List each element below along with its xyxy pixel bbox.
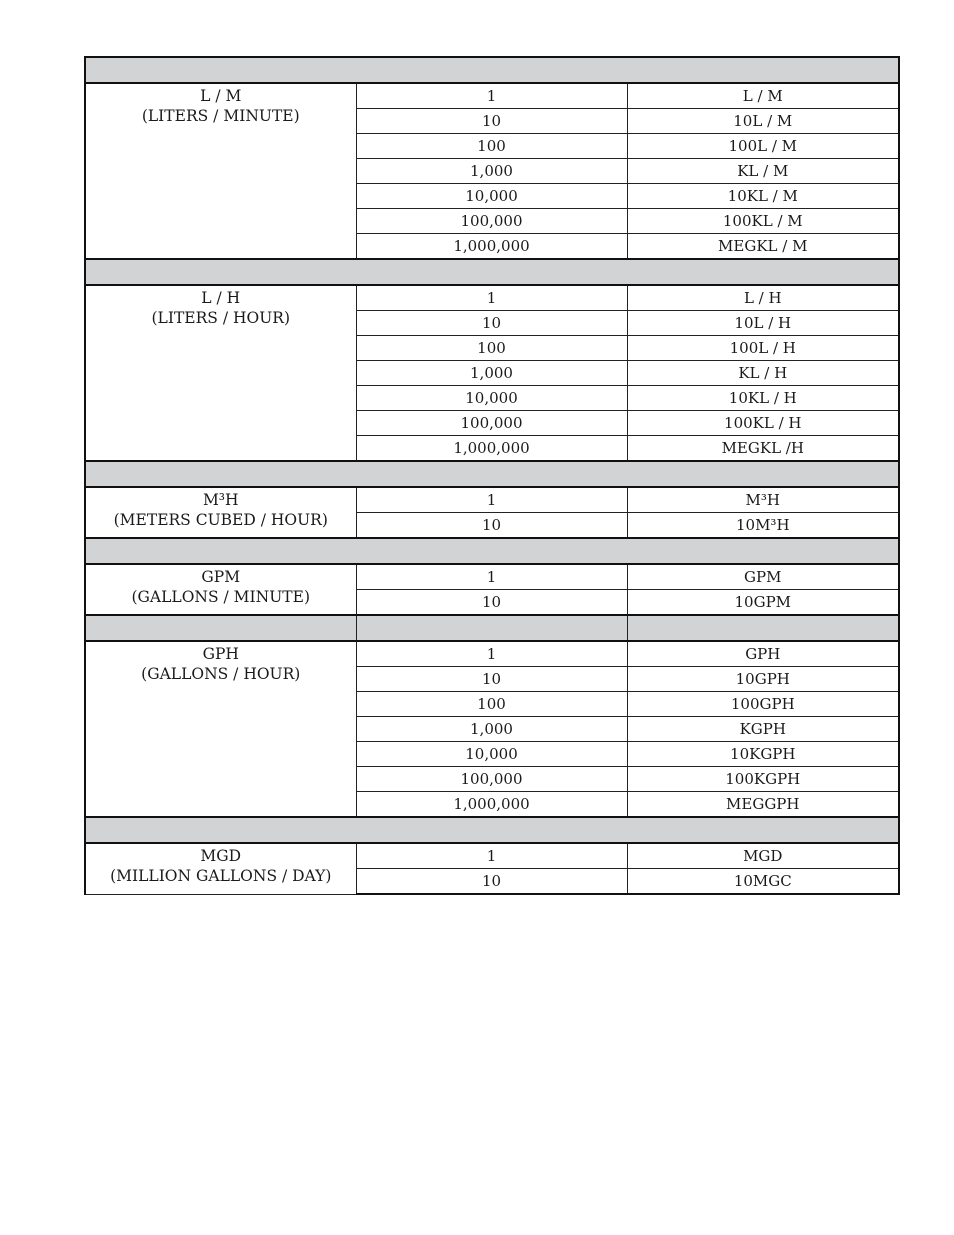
divider-cell — [85, 461, 899, 487]
display-unit-cell: 10GPH — [627, 667, 899, 692]
multiplier-cell: 1,000 — [356, 159, 627, 184]
unit-label-cell-lm — [85, 83, 356, 259]
multiplier-cell: 10,000 — [356, 386, 627, 411]
unit-full-name: (LITERS / MINUTE) — [141, 107, 300, 125]
display-unit-cell: 100GPH — [627, 692, 899, 717]
unit-abbreviation: MGD — [200, 847, 242, 865]
display-unit-cell: 100L / H — [627, 336, 899, 361]
display-unit-cell: KL / H — [627, 361, 899, 386]
divider-cell — [85, 259, 899, 285]
multiplier-cell: 1,000 — [356, 717, 627, 742]
multiplier-cell: 10 — [356, 311, 627, 336]
table-row — [85, 564, 899, 590]
unit-full-name: (GALLONS / HOUR) — [141, 665, 301, 683]
unit-abbreviation: L / M — [200, 87, 242, 105]
multiplier-cell: 10 — [356, 590, 627, 616]
section-divider-m3h — [85, 461, 899, 487]
display-unit-cell: 100KGPH — [627, 767, 899, 792]
unit-full-name: (GALLONS / MINUTE) — [131, 588, 310, 606]
unit-abbreviation: GPH — [202, 645, 239, 663]
multiplier-cell: 10 — [356, 869, 627, 895]
unit-label-cell-m3h — [85, 487, 356, 538]
multiplier-cell: 100 — [356, 134, 627, 159]
multiplier-cell: 10 — [356, 513, 627, 539]
unit-abbreviation: M³H — [202, 491, 239, 509]
display-unit-cell: 100KL / H — [627, 411, 899, 436]
display-unit-cell: MEGGPH — [627, 792, 899, 818]
unit-label-cell-gpm — [85, 564, 356, 615]
multiplier-cell: 1,000,000 — [356, 234, 627, 260]
unit-abbreviation: L / H — [201, 289, 241, 307]
display-unit-cell: L / M — [627, 83, 899, 109]
multiplier-cell: 100,000 — [356, 411, 627, 436]
unit-label-cell-mgd — [85, 843, 356, 894]
section-divider-mgd — [85, 817, 899, 843]
divider-cell — [627, 615, 899, 641]
table-row — [85, 285, 899, 311]
display-unit-cell: 10L / H — [627, 311, 899, 336]
unit-full-name: (METERS CUBED / HOUR) — [113, 511, 328, 529]
multiplier-cell: 100 — [356, 336, 627, 361]
multiplier-cell: 1 — [356, 564, 627, 590]
divider-cell — [356, 615, 627, 641]
unit-full-name: (MILLION GALLONS / DAY) — [110, 867, 332, 885]
unit-label-cell-lh — [85, 285, 356, 461]
multiplier-cell: 1,000,000 — [356, 792, 627, 818]
display-unit-cell: MEGKL /H — [627, 436, 899, 462]
divider-cell — [85, 817, 899, 843]
multiplier-cell: 10,000 — [356, 184, 627, 209]
display-unit-cell: 10KL / M — [627, 184, 899, 209]
section-divider-lh — [85, 259, 899, 285]
multiplier-cell: 1,000 — [356, 361, 627, 386]
section-divider-gpm — [85, 538, 899, 564]
display-unit-cell: M³H — [627, 487, 899, 513]
multiplier-cell: 1 — [356, 83, 627, 109]
display-unit-cell: GPM — [627, 564, 899, 590]
display-unit-cell: KGPH — [627, 717, 899, 742]
unit-full-name: (LITERS / HOUR) — [151, 309, 290, 327]
display-unit-cell: 10M³H — [627, 513, 899, 539]
unit-label-cell-gph — [85, 641, 356, 817]
table-row — [85, 641, 899, 667]
display-unit-cell: 10GPM — [627, 590, 899, 616]
display-unit-cell: 10MGC — [627, 869, 899, 895]
multiplier-cell: 10,000 — [356, 742, 627, 767]
table-row — [85, 487, 899, 513]
multiplier-cell: 1 — [356, 641, 627, 667]
display-unit-cell: 10KGPH — [627, 742, 899, 767]
multiplier-cell: 100,000 — [356, 209, 627, 234]
display-unit-cell: 100L / M — [627, 134, 899, 159]
section-divider-lm — [85, 57, 899, 83]
display-unit-cell: KL / M — [627, 159, 899, 184]
section-divider-gph — [85, 615, 899, 641]
multiplier-cell: 10 — [356, 667, 627, 692]
display-unit-cell: 10L / M — [627, 109, 899, 134]
unit-abbreviation: GPM — [201, 568, 241, 586]
multiplier-cell: 10 — [356, 109, 627, 134]
display-unit-cell: MGD — [627, 843, 899, 869]
multiplier-cell: 100,000 — [356, 767, 627, 792]
multiplier-cell: 1 — [356, 843, 627, 869]
display-unit-cell: 100KL / M — [627, 209, 899, 234]
multiplier-cell: 1,000,000 — [356, 436, 627, 462]
divider-cell — [85, 57, 899, 83]
table-row — [85, 83, 899, 109]
display-unit-cell: 10KL / H — [627, 386, 899, 411]
table-row — [85, 843, 899, 869]
flow-units-table — [84, 56, 900, 895]
display-unit-cell: GPH — [627, 641, 899, 667]
display-unit-cell: L / H — [627, 285, 899, 311]
multiplier-cell: 1 — [356, 285, 627, 311]
multiplier-cell: 1 — [356, 487, 627, 513]
flow-units-table-body — [85, 57, 899, 894]
multiplier-cell: 100 — [356, 692, 627, 717]
display-unit-cell: MEGKL / M — [627, 234, 899, 260]
divider-cell — [85, 615, 356, 641]
divider-cell — [85, 538, 899, 564]
